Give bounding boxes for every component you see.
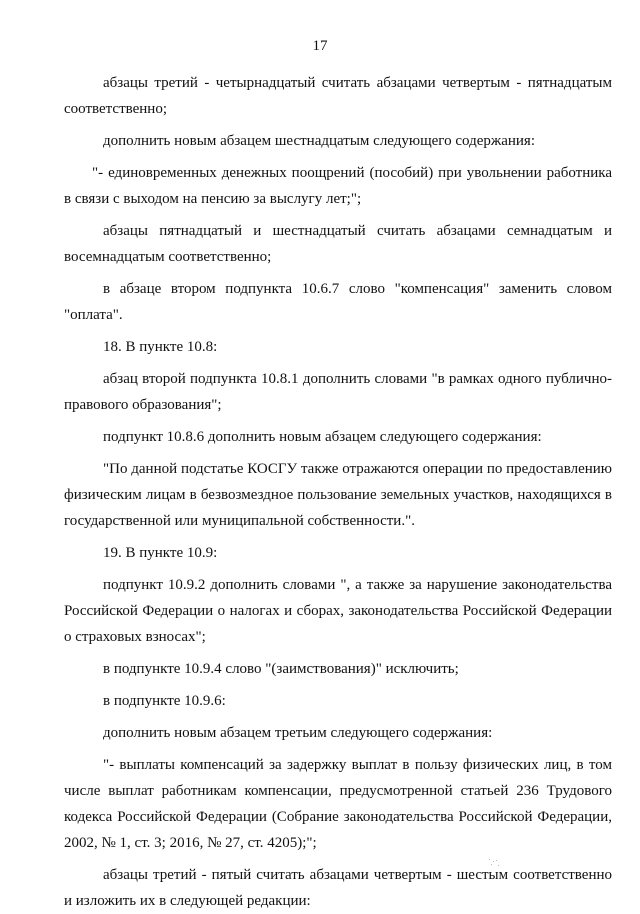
paragraph-8: подпункт 10.8.6 дополнить новым абзацем следующего содержания: bbox=[103, 429, 542, 445]
paragraph-11: подпункт 10.9.2 дополнить словами ", а также за нарушение законодательства Российской Федерации о налогах и сборах, законодательства Российской Федерации о страховых взносах"; bbox=[64, 577, 612, 645]
scan-noise bbox=[487, 858, 501, 868]
paragraph-10: 19. В пункте 10.9: bbox=[103, 545, 218, 561]
paragraph-7: абзац второй подпункта 10.8.1 дополнить словами "в рамках одного публично-правового образования"; bbox=[64, 371, 612, 413]
paragraph-15: "- выплаты компенсаций за задержку выплат в пользу физических лиц, в том числе выплат работникам компенсации, предусмотренной статьей 236 Трудового кодекса Российской Федерации (Собрание законодательства Российской Федерации, 2002, № 1, ст. 3; 2016, № 27, ст. 4205);"; bbox=[64, 757, 612, 851]
paragraph-5: в абзаце втором подпункта 10.6.7 слово "компенсация" заменить словом "оплата". bbox=[64, 281, 612, 323]
paragraph-9: "По данной подстатье КОСГУ также отражаются операции по предоставлению физическим лицам в безвозмездное пользование земельных участков, находящихся в государственной или муниципальной собственности.". bbox=[64, 461, 612, 529]
page-number: 17 bbox=[312, 38, 328, 54]
paragraph-12: в подпункте 10.9.4 слово "(заимствования)" исключить; bbox=[103, 661, 459, 677]
paragraph-13: в подпункте 10.9.6: bbox=[103, 693, 226, 709]
paragraph-16: абзацы третий - пятый считать абзацами четвертым - шестым соответственно и изложить их в следующей редакции: bbox=[64, 867, 612, 909]
paragraph-6: 18. В пункте 10.8: bbox=[103, 339, 218, 355]
paragraph-4: абзацы пятнадцатый и шестнадцатый считать абзацами семнадцатым и восемнадцатым соответственно; bbox=[64, 223, 612, 265]
paragraph-14: дополнить новым абзацем третьим следующего содержания: bbox=[103, 725, 493, 741]
paragraph-1: абзацы третий - четырнадцатый считать абзацами четвертым - пятнадцатым соответственно; bbox=[64, 75, 612, 117]
paragraph-2: дополнить новым абзацем шестнадцатым следующего содержания: bbox=[103, 133, 535, 149]
paragraph-3: "- единовременных денежных поощрений (пособий) при увольнении работника в связи с выходом на пенсию за выслугу лет;"; bbox=[64, 165, 612, 207]
document-body bbox=[64, 70, 612, 914]
